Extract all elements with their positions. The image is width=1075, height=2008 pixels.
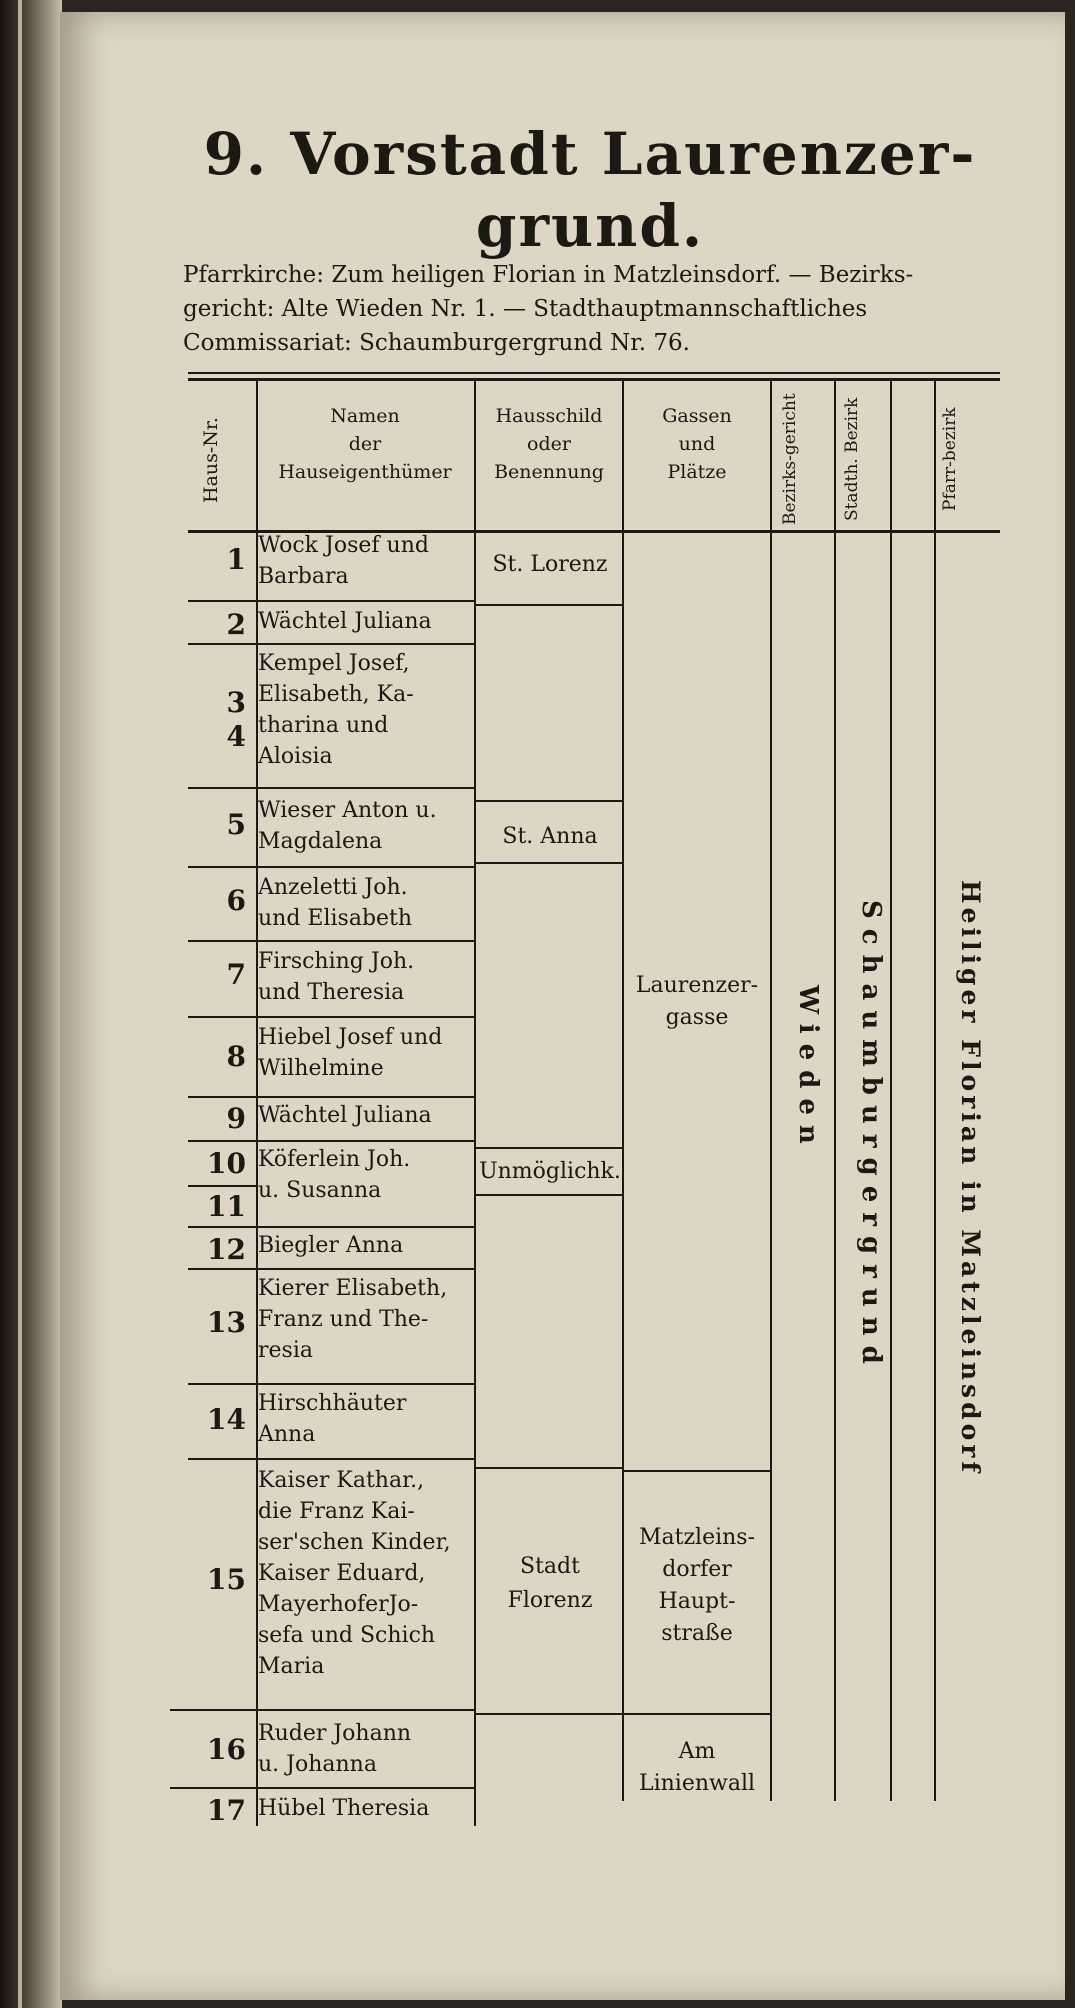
header-namen-1: Namen: [330, 405, 400, 427]
row-divider: [188, 1383, 474, 1385]
sign-divider: [476, 1467, 622, 1469]
owner-entry: [258, 648, 463, 772]
owner-line: Franz und The-: [258, 1307, 429, 1332]
house-number: 9: [226, 1102, 246, 1135]
header-hausschild-1: Hausschild: [495, 405, 603, 427]
street-line: Matzleins-: [638, 1525, 756, 1550]
house-number: 7: [226, 958, 246, 991]
owner-entry: [258, 1100, 463, 1131]
owner-line: Kaiser Kathar.,: [258, 1468, 425, 1493]
row-divider: [188, 866, 474, 868]
owner-line: sefa und Schich: [258, 1623, 436, 1648]
sign-stadt-florenz: [476, 1550, 624, 1618]
sign-divider: [476, 604, 622, 606]
owner-entry: [258, 1273, 463, 1366]
owner-line: Elisabeth, Ka-: [258, 682, 414, 707]
header-gassen-2: und: [678, 433, 716, 455]
parish-info-line3: Commissariat: Schaumburgergrund Nr. 76.: [183, 330, 690, 356]
row-divider: [170, 1787, 474, 1789]
header-hausschild-2: oder: [527, 433, 571, 455]
owner-entry: [258, 530, 463, 592]
owner-entry: [258, 1230, 463, 1261]
owner-line: Hirschhäuter: [258, 1391, 407, 1416]
header-namen: [258, 402, 472, 486]
owner-line: MayerhoferJo-: [258, 1592, 419, 1617]
owner-line: u. Johanna: [258, 1752, 377, 1777]
owner-line: resia: [258, 1338, 313, 1363]
sign-divider: [476, 1194, 622, 1196]
street-line: straße: [661, 1621, 733, 1646]
row-divider: [188, 1185, 256, 1187]
stadth-bezirk-schaumburgergrund: Schaumburgergrund: [856, 900, 886, 1374]
header-gassen-3: Plätze: [667, 461, 727, 483]
street-line: Am: [678, 1739, 716, 1764]
street-line: Haupt-: [658, 1589, 736, 1614]
street-line: gasse: [665, 1005, 729, 1030]
page-edge: [18, 0, 22, 2008]
owner-line: Anna: [258, 1422, 316, 1447]
owner-entry: [258, 1388, 463, 1450]
owner-line: die Franz Kai-: [258, 1499, 415, 1524]
header-pfarrbezirk: Pfarr-bezirk: [940, 407, 960, 512]
owner-entry: [258, 1022, 463, 1084]
row-divider: [188, 787, 474, 789]
sign-divider: [476, 862, 622, 864]
owner-line: u. Susanna: [258, 1178, 382, 1203]
row-divider: [188, 643, 474, 645]
column-rule: [890, 381, 892, 1801]
owner-line: Wock Josef und: [258, 533, 429, 558]
street-linienwall: [624, 1736, 770, 1800]
owner-line: Maria: [258, 1654, 325, 1679]
parish-info-line1: Pfarrkirche: Zum heiligen Florian in Matzleinsdorf. — Bezirks-: [183, 262, 914, 288]
row-divider: [188, 1140, 474, 1142]
header-hausschild: [476, 402, 622, 486]
house-number: 1: [226, 543, 246, 576]
owner-entry: [258, 1144, 463, 1206]
owner-line: Kierer Elisabeth,: [258, 1276, 448, 1301]
header-haus-nr: Haus-Nr.: [200, 417, 222, 503]
owner-line: Köferlein Joh.: [258, 1147, 411, 1172]
page-title-line1: 9. Vorstadt Laurenzer-: [203, 120, 977, 188]
street-matzleinsdorfer: [624, 1522, 770, 1650]
street-line: Laurenzer-: [635, 973, 759, 998]
column-rule: [934, 381, 936, 1801]
owner-line: Magdalena: [258, 829, 383, 854]
owner-entry: [258, 946, 463, 1008]
house-number: 17: [207, 1794, 246, 1827]
owner-line: Hiebel Josef und: [258, 1025, 443, 1050]
header-stadth-bezirk: Stadth. Bezirk: [842, 397, 862, 522]
house-number: 5: [226, 808, 246, 841]
row-divider: [170, 1709, 474, 1711]
sign-divider: [476, 800, 622, 802]
owner-line: Anzeletti Joh.: [258, 875, 408, 900]
owner-line: Barbara: [258, 564, 349, 589]
sign-divider: [476, 1147, 622, 1149]
header-gassen-1: Gassen: [662, 405, 732, 427]
column-rule: [770, 381, 772, 1801]
owner-line: Wächtel Juliana: [258, 609, 432, 634]
table-top-rule-thick: [188, 378, 1000, 381]
owner-entry: [258, 872, 463, 934]
owner-line: Wieser Anton u.: [258, 798, 437, 823]
street-line: Linienwall: [638, 1771, 756, 1796]
row-divider: [188, 940, 474, 942]
house-number: 2: [226, 608, 246, 641]
owner-line: Hübel Theresia: [258, 1796, 430, 1821]
row-divider: [188, 1096, 474, 1098]
sign-line: Florenz: [507, 1588, 593, 1613]
owner-line: Kaiser Eduard,: [258, 1561, 426, 1586]
house-number: 8: [226, 1040, 246, 1073]
owner-entry: [258, 1793, 463, 1824]
column-rule: [834, 381, 836, 1801]
owner-line: und Theresia: [258, 980, 405, 1005]
parish-info-line2: gericht: Alte Wieden Nr. 1. — Stadthauptmannschaftliches: [183, 296, 868, 322]
owner-line: Ruder Johann: [258, 1721, 412, 1746]
sign-unmoeglich: Unmöglichk.: [479, 1159, 621, 1184]
pfarrbezirk-florian: Heiliger Florian in Matzleinsdorf: [956, 880, 985, 1477]
house-number: 4: [226, 720, 246, 753]
house-number: 3: [226, 686, 246, 719]
row-divider: [188, 1268, 474, 1270]
owner-entry: [258, 606, 463, 637]
house-number: 6: [226, 884, 246, 917]
owner-line: und Elisabeth: [258, 906, 413, 931]
sign-st-anna: St. Anna: [502, 824, 598, 849]
page-title-line2: grund.: [475, 192, 705, 260]
sign-st-lorenz: St. Lorenz: [492, 552, 608, 577]
house-number: 10: [207, 1147, 246, 1180]
header-gassen: [624, 402, 770, 486]
header-hausschild-3: Benennung: [494, 461, 604, 483]
house-number: 14: [207, 1403, 246, 1436]
house-number: 11: [207, 1190, 246, 1223]
street-divider: [624, 1713, 770, 1715]
house-number: 15: [207, 1563, 246, 1596]
table-top-rule-thin: [188, 372, 1000, 374]
owner-line: tharina und: [258, 713, 389, 738]
street-divider: [624, 1470, 770, 1472]
header-bezirksgericht: Bezirks-gericht: [780, 393, 800, 526]
owner-line: Biegler Anna: [258, 1233, 404, 1258]
owner-line: Firsching Joh.: [258, 949, 415, 974]
bezirksgericht-wieden: Wieden: [793, 985, 823, 1154]
owner-line: Wächtel Juliana: [258, 1103, 432, 1128]
owner-entry: [258, 1718, 463, 1780]
row-divider: [188, 1458, 474, 1460]
owner-line: ser'schen Kinder,: [258, 1530, 451, 1555]
row-divider: [188, 1016, 474, 1018]
house-number: 12: [207, 1233, 246, 1266]
row-divider: [188, 600, 474, 602]
owner-entry: [258, 1465, 463, 1682]
book-spine: [0, 0, 62, 2008]
sign-divider: [476, 1713, 622, 1715]
house-number: 13: [207, 1306, 246, 1339]
sign-line: Stadt: [520, 1554, 580, 1579]
street-laurenzergasse: [624, 970, 770, 1034]
street-line: dorfer: [662, 1557, 732, 1582]
owner-line: Aloisia: [258, 744, 333, 769]
header-namen-3: Hauseigenthümer: [278, 461, 452, 483]
row-divider: [188, 1226, 474, 1228]
owner-entry: [258, 795, 463, 857]
owner-line: Wilhelmine: [258, 1056, 384, 1081]
header-namen-2: der: [348, 433, 382, 455]
owner-line: Kempel Josef,: [258, 651, 410, 676]
house-number: 16: [207, 1733, 246, 1766]
